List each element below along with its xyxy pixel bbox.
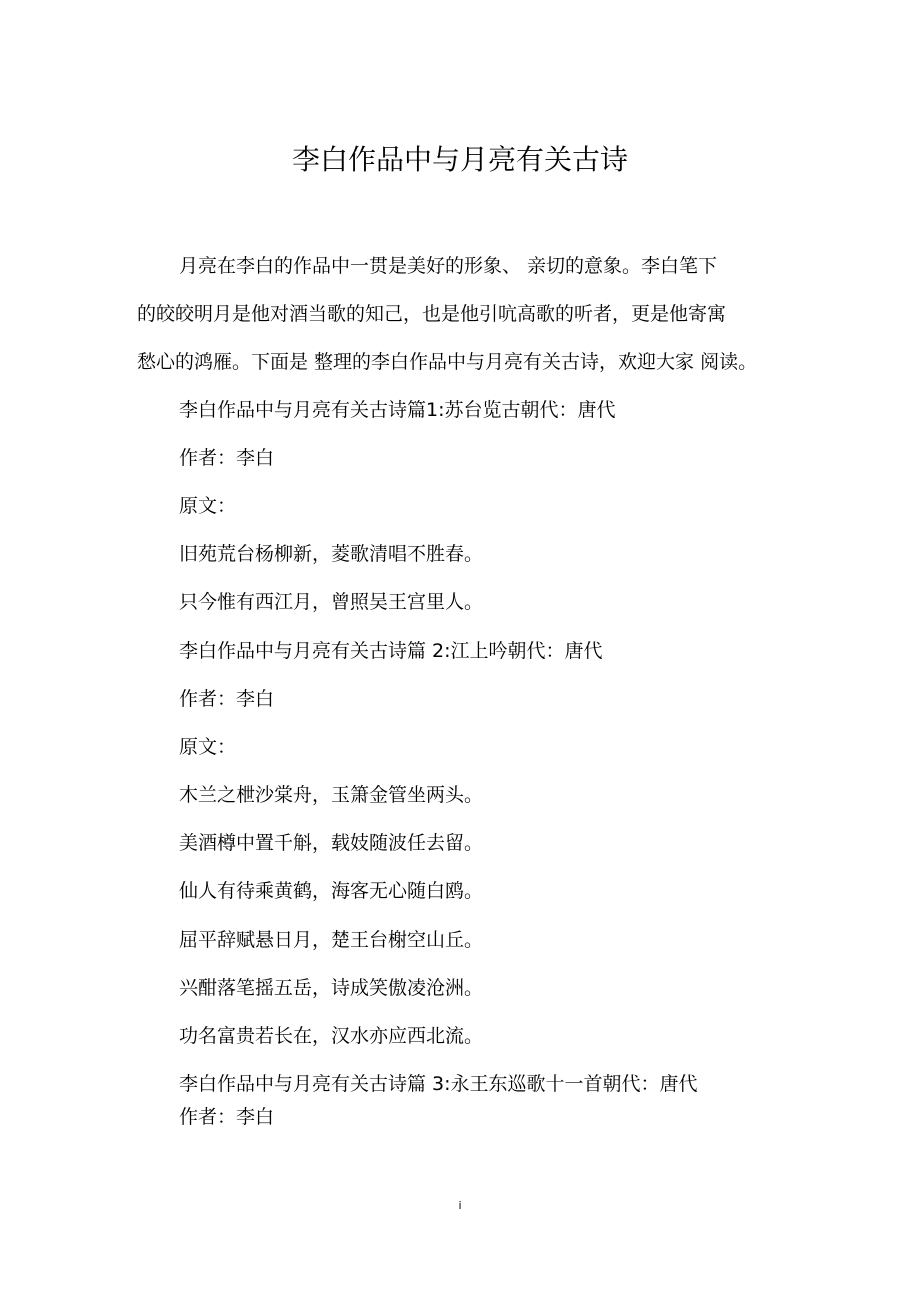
section-1-heading: 李白作品中与月亮有关古诗篇1:苏台览古朝代：唐代 [179,399,616,421]
page-number: i [458,1199,462,1212]
section-2-poem-line: 美酒樽中置千斛，载妓随波任去留。 [179,832,484,854]
section-2-poem-line: 仙人有待乘黄鹤，海客无心随白鸥。 [179,880,484,902]
intro-line-1: 月亮在李白的作品中一贯是美好的形象、 亲切的意象。李白笔下 [179,255,718,277]
section-3-heading: 李白作品中与月亮有关古诗篇 3:永王东巡歌十一首朝代：唐代 [179,1073,698,1095]
section-1-author: 作者：李白 [179,447,275,469]
section-2-poem-line: 木兰之枻沙棠舟，玉箫金管坐两头。 [179,784,484,806]
section-3-author: 作者：李白 [179,1106,275,1128]
section-2-poem-line: 功名富贵若长在，汉水亦应西北流。 [179,1025,484,1047]
document-title: 李白作品中与月亮有关古诗 [291,143,628,176]
section-1-poem-line: 只今惟有西江月，曾照吴王宫里人。 [179,591,484,613]
section-2-author: 作者：李白 [179,688,275,710]
intro-line-2: 的皎皎明月是他对酒当歌的知己，也是他引吭高歌的听者，更是他寄寓 [137,303,727,325]
section-2-poem-line: 屈平辞赋悬日月，楚王台榭空山丘。 [179,929,484,951]
section-1-poem-line: 旧苑荒台杨柳新，菱歌清唱不胜春。 [179,543,484,565]
section-1-label: 原文： [179,495,237,517]
section-2-heading: 李白作品中与月亮有关古诗篇 2:江上吟朝代：唐代 [179,640,603,662]
section-2-label: 原文： [179,736,237,758]
intro-line-3: 愁心的鸿雁。下面是 整理的李白作品中与月亮有关古诗，欢迎大家 阅读。 [137,351,758,373]
section-2-poem-line: 兴酣落笔摇五岳，诗成笑傲凌沧洲。 [179,977,484,999]
